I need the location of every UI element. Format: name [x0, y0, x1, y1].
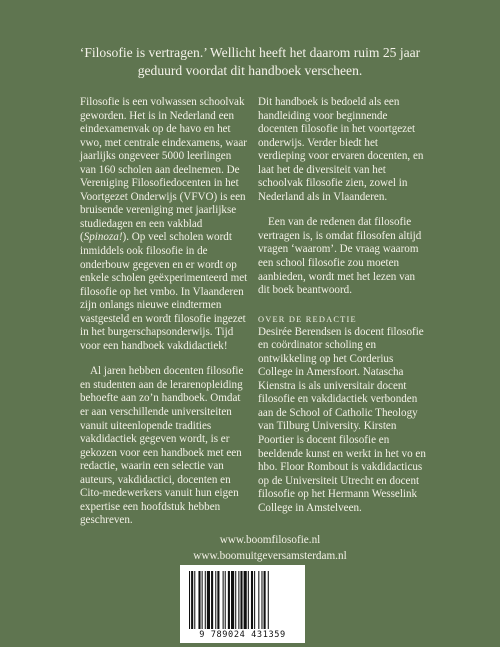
barcode-bar — [223, 571, 224, 629]
barcode-bar — [191, 571, 193, 629]
barcode-bar — [215, 571, 216, 629]
barcode-bar — [258, 571, 259, 629]
barcode-bar — [254, 571, 255, 629]
barcode-bar — [211, 571, 213, 629]
barcode-bar — [261, 571, 262, 629]
barcode-bar — [264, 571, 266, 629]
barcode-number: 9 789024 431359 — [199, 630, 286, 640]
barcode-bar — [235, 571, 236, 629]
url-boomfilosofie[interactable]: www.boomfilosofie.nl — [219, 534, 321, 546]
left-paragraph-2: Al jaren hebben docenten filosofie en studenten aan de lerarenopleiding behoefte aan zo’n handboek. Omdat er aan verschillende universiteiten vanuit uiteenlopende tradities vakdidactiek gegeven wordt, is er gekozen voor een handboek met een redactie, waarin een selectie van auteurs, vakdidactici, docenten en Cito-medewerkers vanuit hun eigen expertise een hoofdstuk hebben geschreven. — [80, 365, 244, 527]
barcode-bar — [228, 571, 230, 629]
quote-line-1: ‘Filosofie is vertragen.’ Wellicht heeft het daarom ruim 25 jaar — [79, 45, 421, 60]
left-text-column — [80, 96, 250, 528]
barcode-icon — [189, 571, 296, 629]
barcode-bar — [251, 571, 253, 629]
left-paragraph-1-end: ). Op veel scholen wordt inmiddels ook filosofie in de onderbouw gegeven en er wordt op enkele scholen geëxperimenteerd met filosofie op het vmbo. In Vlaanderen zijn onlangs nieuwe eindtermen vastgesteld en wordt filosofie ingezet in het burgerschapsonderwijs. Tijd voor een handboek vakdidactiek! — [80, 231, 248, 352]
barcode-bar — [207, 571, 210, 629]
barcode-bar — [240, 571, 242, 629]
url-boomuitgevers[interactable]: www.boomuitgeversamsterdam.nl — [193, 550, 347, 562]
barcode-bar — [268, 571, 269, 629]
barcode-bar — [238, 571, 239, 629]
barcode-bar — [231, 571, 234, 629]
editors-paragraph: Desirée Berendsen is docent filosofie en coördinator scholing en ontwikkeling op het Corderius College in Amersfoort. Natascha Kienstra is als universitair docent filosofie en vakdidactiek verbonden aan de School of Catholic Theology van Tilburg University. Kirsten Poortier is docent filosofie en beeldende kunst en werkt in het vo en hbo. Floor Rombout is vakdidacticus op de Universiteit Utrecht en docent filosofie op het Hermann Wesselink College in Amstelveen. — [258, 325, 426, 514]
barcode-bar — [194, 571, 195, 629]
left-paragraph-1 — [80, 96, 250, 353]
isbn-barcode — [180, 565, 305, 643]
barcode-bar — [244, 571, 247, 629]
magazine-title: Spinoza! — [83, 231, 123, 244]
barcode-bar — [198, 571, 200, 629]
right-paragraph-2: Een van de redenen dat filosofie vertragen is, is omdat filosofen altijd vragen ‘waarom’. De vraag waarom een school filosofie zou moeten aanbieden, wordt met het lezen van dit boek beantwoord. — [258, 216, 422, 297]
barcode-bar — [189, 571, 190, 629]
barcode-bar — [248, 571, 249, 629]
barcode-bar — [202, 571, 203, 629]
back-cover-quote — [50, 44, 450, 80]
barcode-bar — [205, 571, 206, 629]
barcode-bar — [217, 571, 219, 629]
publisher-urls — [150, 532, 390, 564]
left-paragraph-1-start: Filosofie is een volwassen schoolvak geworden. Het is in Nederland een eindexamenvak op de havo en het vwo, met centrale eindexamens, waar jaarlijks ongeveer 5000 leerlingen van 160 scholen aan deelnemen. De Vereniging Filosofiedocenten in het Voortgezet Onderwijs (VFVO) is een bruisende vereniging met jaarlijkse studiedagen en een vakblad ( — [80, 96, 247, 244]
editors-heading: OVER DE REDACTIE — [258, 314, 357, 324]
quote-line-2: geduurd voordat dit handboek verscheen. — [137, 63, 363, 78]
right-paragraph-1: Dit handboek is bedoeld als een handleiding voor beginnende docenten filosofie in het voortgezet onderwijs. Verder biedt het verdieping voor ervaren docenten, en laat het de diversiteit van het schoolvak filosofie zien, zowel in Nederland als in Vlaanderen. — [258, 96, 424, 203]
right-text-column — [258, 96, 428, 515]
barcode-bar — [225, 571, 226, 629]
